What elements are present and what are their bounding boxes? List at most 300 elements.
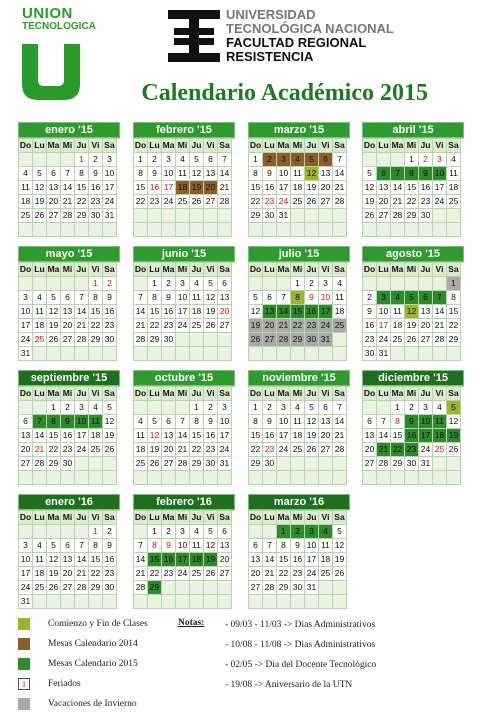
empty-cell [447, 471, 461, 485]
day-cell: 24 [419, 443, 433, 457]
empty-cell [277, 347, 291, 361]
day-cell: 19 [148, 443, 162, 457]
weekday-label: Lu [148, 511, 162, 525]
weekday-label: Mi [61, 139, 75, 153]
day-cell: 15 [75, 181, 89, 195]
day-cell: 20 [47, 195, 61, 209]
day-cell: 26 [47, 333, 61, 347]
day-cell: 4 [433, 401, 447, 415]
empty-cell [190, 581, 204, 595]
empty-cell [305, 223, 319, 237]
day-cell: 17 [277, 181, 291, 195]
day-cell: 23 [103, 319, 117, 333]
page-title: Calendario Académico 2015 [141, 80, 428, 106]
day-cell: 17 [419, 429, 433, 443]
empty-cell [75, 347, 89, 361]
day-cell: 27 [162, 457, 176, 471]
day-cell: 5 [447, 401, 461, 415]
day-cell: 31 [419, 457, 433, 471]
day-cell: 18 [447, 181, 461, 195]
day-cell: 2 [61, 401, 75, 415]
union-line1: UNION [22, 5, 73, 22]
weekday-label: Mi [176, 139, 190, 153]
day-cell: 11 [33, 553, 47, 567]
empty-cell [419, 277, 433, 291]
weekday-label: Vi [204, 387, 218, 401]
empty-cell [134, 401, 148, 415]
day-cell: 28 [61, 209, 75, 223]
weekday-label: Mi [405, 139, 419, 153]
day-cell: 4 [190, 277, 204, 291]
day-cell: 17 [75, 429, 89, 443]
day-cell: 13 [419, 305, 433, 319]
day-cell: 29 [47, 457, 61, 471]
day-cell: 1 [447, 277, 461, 291]
empty-cell [218, 347, 232, 361]
day-cell: 2 [103, 277, 117, 291]
day-cell: 13 [218, 291, 232, 305]
empty-cell [33, 595, 47, 609]
empty-cell [134, 471, 148, 485]
nota-line: - 10/08 - 11/08 -> Dias Administrativos [225, 640, 376, 650]
weekday-label: Mi [291, 387, 305, 401]
day-cell: 14 [33, 429, 47, 443]
day-cell: 29 [89, 581, 103, 595]
day-cell: 12 [47, 305, 61, 319]
day-cell: 23 [103, 567, 117, 581]
weekday-label: Vi [89, 511, 103, 525]
day-cell: 25 [190, 567, 204, 581]
day-cell: 3 [319, 277, 333, 291]
day-cell: 21 [377, 443, 391, 457]
day-cell: 26 [148, 457, 162, 471]
day-cell: 3 [19, 539, 33, 553]
day-cell: 31 [277, 209, 291, 223]
month-calendar [133, 246, 235, 361]
uni-line2: TECNOLÓGICA NACIONAL [226, 21, 394, 36]
weekday-label: Ju [190, 139, 204, 153]
day-cell: 4 [33, 291, 47, 305]
day-cell: 20 [218, 553, 232, 567]
empty-cell [277, 595, 291, 609]
day-cell: 3 [277, 401, 291, 415]
month-title: febrero '16 [133, 494, 235, 510]
day-cell: 6 [204, 153, 218, 167]
day-cell: 22 [75, 195, 89, 209]
day-cell: 10 [319, 291, 333, 305]
day-cell: 9 [263, 167, 277, 181]
weekday-label: Vi [433, 387, 447, 401]
day-cell: 1 [89, 277, 103, 291]
empty-cell [263, 471, 277, 485]
empty-cell [176, 581, 190, 595]
day-cell: 16 [148, 181, 162, 195]
month-calendar [362, 246, 464, 361]
day-cell: 21 [277, 319, 291, 333]
day-cell: 26 [47, 581, 61, 595]
day-cell: 16 [263, 429, 277, 443]
day-cell: 22 [447, 319, 461, 333]
day-cell: 6 [319, 153, 333, 167]
weekday-label: Mi [176, 263, 190, 277]
weekday-label: Ju [305, 387, 319, 401]
day-cell: 2 [405, 401, 419, 415]
day-cell: 11 [433, 415, 447, 429]
day-cell: 25 [134, 457, 148, 471]
day-cell: 22 [190, 443, 204, 457]
weekday-label: Do [134, 387, 148, 401]
empty-cell [162, 471, 176, 485]
month-calendar [362, 370, 464, 485]
empty-cell [263, 223, 277, 237]
header [0, 0, 480, 112]
day-cell: 30 [405, 457, 419, 471]
day-cell: 8 [75, 167, 89, 181]
day-cell: 19 [363, 195, 377, 209]
day-cell: 2 [291, 525, 305, 539]
day-cell: 5 [103, 401, 117, 415]
day-cell: 17 [218, 429, 232, 443]
day-cell: 26 [204, 319, 218, 333]
weekday-label: Ma [277, 387, 291, 401]
day-cell: 9 [419, 167, 433, 181]
day-cell: 23 [148, 195, 162, 209]
day-cell: 7 [377, 415, 391, 429]
day-cell: 18 [291, 429, 305, 443]
month-days-grid [133, 138, 235, 237]
day-cell: 20 [218, 305, 232, 319]
empty-cell [89, 457, 103, 471]
month-calendar [133, 370, 235, 485]
weekday-label: Ju [75, 511, 89, 525]
day-cell: 14 [391, 181, 405, 195]
weekday-label: Do [134, 139, 148, 153]
weekday-label: Mi [61, 263, 75, 277]
empty-cell [47, 153, 61, 167]
weekday-label: Ju [75, 263, 89, 277]
day-cell: 6 [249, 539, 263, 553]
weekday-label: Do [249, 511, 263, 525]
empty-cell [333, 347, 347, 361]
day-cell: 21 [433, 319, 447, 333]
day-cell: 25 [190, 319, 204, 333]
weekday-label: Sa [218, 387, 232, 401]
empty-cell [305, 471, 319, 485]
day-cell: 4 [19, 167, 33, 181]
empty-cell [333, 333, 347, 347]
day-cell: 16 [103, 553, 117, 567]
day-cell: 30 [419, 209, 433, 223]
day-cell: 7 [277, 291, 291, 305]
day-cell: 27 [218, 567, 232, 581]
day-cell: 8 [190, 415, 204, 429]
empty-cell [391, 277, 405, 291]
day-cell: 22 [249, 443, 263, 457]
weekday-label: Sa [447, 263, 461, 277]
day-cell: 9 [103, 291, 117, 305]
day-cell: 15 [447, 305, 461, 319]
day-cell: 15 [277, 553, 291, 567]
weekday-label: Sa [333, 139, 347, 153]
day-cell: 8 [249, 415, 263, 429]
empty-cell [61, 223, 75, 237]
weekday-label: Sa [218, 139, 232, 153]
day-cell: 2 [162, 277, 176, 291]
day-cell: 14 [134, 553, 148, 567]
month-days-grid [362, 386, 464, 485]
utn-logo-icon [168, 10, 220, 62]
day-cell: 25 [33, 581, 47, 595]
day-cell: 19 [103, 429, 117, 443]
empty-cell [61, 471, 75, 485]
day-cell: 8 [89, 291, 103, 305]
empty-cell [33, 471, 47, 485]
empty-cell [33, 347, 47, 361]
weekday-label: Do [134, 511, 148, 525]
day-cell: 25 [447, 195, 461, 209]
empty-cell [218, 209, 232, 223]
empty-cell [176, 333, 190, 347]
empty-cell [305, 209, 319, 223]
empty-cell [89, 595, 103, 609]
empty-cell [75, 223, 89, 237]
day-cell: 18 [291, 181, 305, 195]
day-cell: 29 [148, 581, 162, 595]
day-cell: 11 [89, 415, 103, 429]
day-cell: 12 [47, 553, 61, 567]
day-cell: 9 [405, 415, 419, 429]
month-title: marzo '15 [248, 122, 350, 138]
empty-cell [218, 595, 232, 609]
day-cell: 24 [218, 443, 232, 457]
legend-mesas-2014 [18, 638, 178, 654]
weekday-label: Lu [148, 139, 162, 153]
day-cell: 22 [89, 319, 103, 333]
empty-cell [405, 347, 419, 361]
day-cell: 9 [148, 167, 162, 181]
day-cell: 1 [148, 277, 162, 291]
day-cell: 30 [291, 581, 305, 595]
day-cell: 1 [391, 401, 405, 415]
day-cell: 7 [33, 415, 47, 429]
weekday-label: Sa [218, 511, 232, 525]
day-cell: 19 [204, 553, 218, 567]
day-cell: 12 [33, 181, 47, 195]
empty-cell [277, 457, 291, 471]
empty-cell [447, 457, 461, 471]
day-cell: 17 [319, 305, 333, 319]
empty-cell [405, 277, 419, 291]
weekday-label: Ma [391, 139, 405, 153]
empty-cell [176, 223, 190, 237]
weekday-label: Sa [447, 387, 461, 401]
month-days-grid [248, 386, 350, 485]
swatch-comienzo [18, 618, 30, 630]
month-days-grid [18, 138, 120, 237]
day-cell: 16 [162, 553, 176, 567]
empty-cell [190, 333, 204, 347]
empty-cell [47, 525, 61, 539]
empty-cell [363, 277, 377, 291]
day-cell: 8 [291, 291, 305, 305]
empty-cell [433, 223, 447, 237]
month-calendar [248, 122, 350, 237]
day-cell: 10 [277, 167, 291, 181]
day-cell: 20 [249, 567, 263, 581]
day-cell: 19 [33, 195, 47, 209]
day-cell: 8 [277, 539, 291, 553]
day-cell: 28 [134, 333, 148, 347]
day-cell: 22 [47, 443, 61, 457]
empty-cell [190, 223, 204, 237]
day-cell: 4 [291, 153, 305, 167]
empty-cell [263, 277, 277, 291]
day-cell: 22 [134, 195, 148, 209]
weekday-label: Vi [89, 139, 103, 153]
day-cell: 26 [363, 209, 377, 223]
day-cell: 26 [249, 333, 263, 347]
weekday-label: Vi [433, 139, 447, 153]
day-cell: 3 [75, 401, 89, 415]
day-cell: 7 [134, 539, 148, 553]
weekday-label: Mi [405, 387, 419, 401]
empty-cell [47, 223, 61, 237]
legend-comienzo-label: Comienzo y Fin de Clases [48, 619, 148, 629]
day-cell: 15 [89, 553, 103, 567]
day-cell: 6 [218, 277, 232, 291]
day-cell: 11 [176, 167, 190, 181]
day-cell: 1 [190, 401, 204, 415]
day-cell: 8 [391, 415, 405, 429]
day-cell: 23 [263, 195, 277, 209]
weekday-label: Mi [176, 387, 190, 401]
empty-cell [277, 223, 291, 237]
weekday-label: Mi [291, 511, 305, 525]
weekday-label: Ma [391, 387, 405, 401]
empty-cell [377, 223, 391, 237]
month-calendar [248, 494, 350, 609]
empty-cell [263, 595, 277, 609]
day-cell: 24 [19, 333, 33, 347]
empty-cell [61, 153, 75, 167]
month-days-grid [362, 262, 464, 361]
day-cell: 31 [377, 347, 391, 361]
empty-cell [61, 595, 75, 609]
day-cell: 6 [61, 539, 75, 553]
day-cell: 20 [419, 319, 433, 333]
day-cell: 10 [218, 415, 232, 429]
swatch-vacaciones [18, 698, 30, 710]
day-cell: 13 [204, 167, 218, 181]
empty-cell [204, 347, 218, 361]
month-title: abril '15 [362, 122, 464, 138]
day-cell: 13 [319, 415, 333, 429]
month-calendar [18, 370, 120, 485]
day-cell: 20 [363, 443, 377, 457]
empty-cell [391, 223, 405, 237]
empty-cell [204, 595, 218, 609]
day-cell: 29 [447, 333, 461, 347]
day-cell: 26 [333, 567, 347, 581]
day-cell: 10 [377, 305, 391, 319]
day-cell: 15 [391, 429, 405, 443]
day-cell: 13 [19, 429, 33, 443]
day-cell: 5 [47, 291, 61, 305]
day-cell: 18 [19, 195, 33, 209]
legend-vacaciones [18, 698, 178, 714]
weekday-label: Do [19, 139, 33, 153]
empty-cell [134, 595, 148, 609]
day-cell: 18 [33, 567, 47, 581]
empty-cell [277, 277, 291, 291]
empty-cell [134, 223, 148, 237]
day-cell: 15 [405, 181, 419, 195]
day-cell: 11 [333, 291, 347, 305]
empty-cell [218, 471, 232, 485]
day-cell: 17 [162, 181, 176, 195]
empty-cell [75, 457, 89, 471]
month-days-grid [248, 510, 350, 609]
day-cell: 16 [405, 429, 419, 443]
day-cell: 30 [204, 457, 218, 471]
day-cell: 5 [190, 153, 204, 167]
weekday-label: Ma [277, 511, 291, 525]
empty-cell [19, 471, 33, 485]
day-cell: 11 [33, 305, 47, 319]
day-cell: 17 [433, 181, 447, 195]
day-cell: 25 [291, 195, 305, 209]
weekday-label: Ma [391, 263, 405, 277]
day-cell: 17 [305, 553, 319, 567]
day-cell: 29 [277, 581, 291, 595]
day-cell: 29 [405, 209, 419, 223]
day-cell: 13 [218, 539, 232, 553]
weekday-label: Ju [190, 511, 204, 525]
day-cell: 30 [103, 581, 117, 595]
weekday-label: Lu [377, 387, 391, 401]
weekday-label: Ju [190, 263, 204, 277]
day-cell: 22 [405, 195, 419, 209]
day-cell: 29 [89, 333, 103, 347]
day-cell: 14 [176, 429, 190, 443]
day-cell: 3 [19, 291, 33, 305]
day-cell: 4 [319, 525, 333, 539]
day-cell: 30 [263, 209, 277, 223]
day-cell: 23 [291, 567, 305, 581]
day-cell: 9 [61, 415, 75, 429]
day-cell: 23 [162, 319, 176, 333]
legend-feriados-label: Feriados [48, 679, 81, 689]
month-title: julio '15 [248, 246, 350, 262]
day-cell: 23 [363, 333, 377, 347]
uni-line3: FACULTAD REGIONAL [226, 35, 367, 50]
empty-cell [333, 223, 347, 237]
day-cell: 28 [33, 457, 47, 471]
day-cell: 11 [19, 181, 33, 195]
day-cell: 12 [305, 415, 319, 429]
weekday-label: Vi [319, 387, 333, 401]
day-cell: 19 [333, 553, 347, 567]
day-cell: 30 [89, 209, 103, 223]
weekday-label: Vi [89, 263, 103, 277]
day-cell: 25 [176, 195, 190, 209]
day-cell: 21 [218, 181, 232, 195]
day-cell: 15 [291, 305, 305, 319]
empty-cell [162, 347, 176, 361]
empty-cell [291, 347, 305, 361]
day-cell: 27 [363, 457, 377, 471]
day-cell: 12 [204, 291, 218, 305]
